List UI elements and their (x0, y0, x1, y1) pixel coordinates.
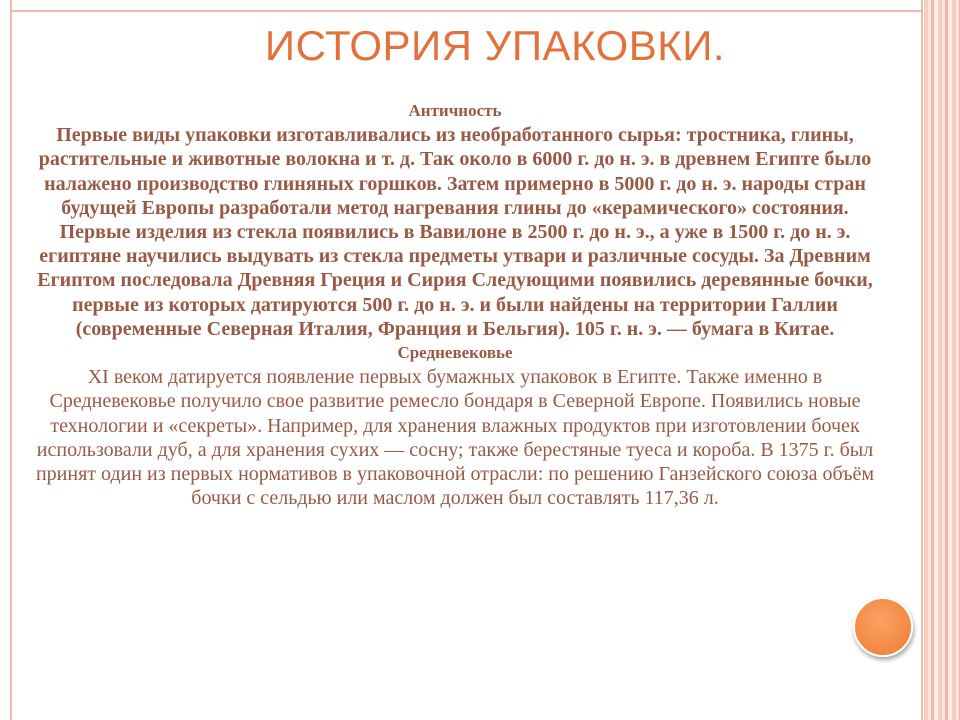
section-heading-antiquity: Античность (408, 101, 502, 120)
section-text-antiquity: Первые виды упаковки изготавливались из необработанного сырья: тростника, глины, растительные и животные волокна и т. д. Так около в 6000 г. до н. э. в древнем Египте было налажено производство глиняных горшков. Затем примерно в 5000 г. до н. э. народы стран будущей Европы разработали метод нагревания глины до «керамического» состояния. Первые изделия из стекла появились в Вавилоне в 2500 г. до н. э., а уже в 1500 г. до н. э. египтяне научились выдувать из стекла предметы утвари и различные сосуды. За Древним Египтом последовала Древняя Греция и Сирия Следующими появились деревянные бочки, первые из которых датируются 500 г. до н. э. и были найдены на территории Галлии (современные Северная Италия, Франция и Бельгия). 105 г. н. э. — бумага в Китае. (37, 124, 873, 340)
slide-frame-right (921, 0, 923, 720)
slide-frame-top (10, 10, 922, 12)
section-heading-middle-ages: Средневековье (397, 343, 513, 363)
decorative-stripes (924, 0, 960, 720)
section-text-middle-ages: XI веком датируется появление первых бумажных упаковок в Египте. Также именно в Средневековье получило свое развитие ремесло бондаря в Северной Европе. Появились новые технологии и «секреты». Например, для хранения влажных продуктов при изготовлении бочек использовали дуб, а для хранения сухих — сосну; также берестяные туеса и короба. В 1375 г. был принят один из первых нормативов в упаковочной отрасли: по решению Ганзейского союза объём бочки с сельдью или маслом должен был составлять 117,36 л. (35, 366, 875, 510)
slide-frame-left (10, 0, 12, 720)
decorative-orange-circle (853, 597, 913, 657)
slide-content (30, 99, 880, 510)
slide-title: ИСТОРИЯ УПАКОВКИ. (264, 22, 726, 69)
